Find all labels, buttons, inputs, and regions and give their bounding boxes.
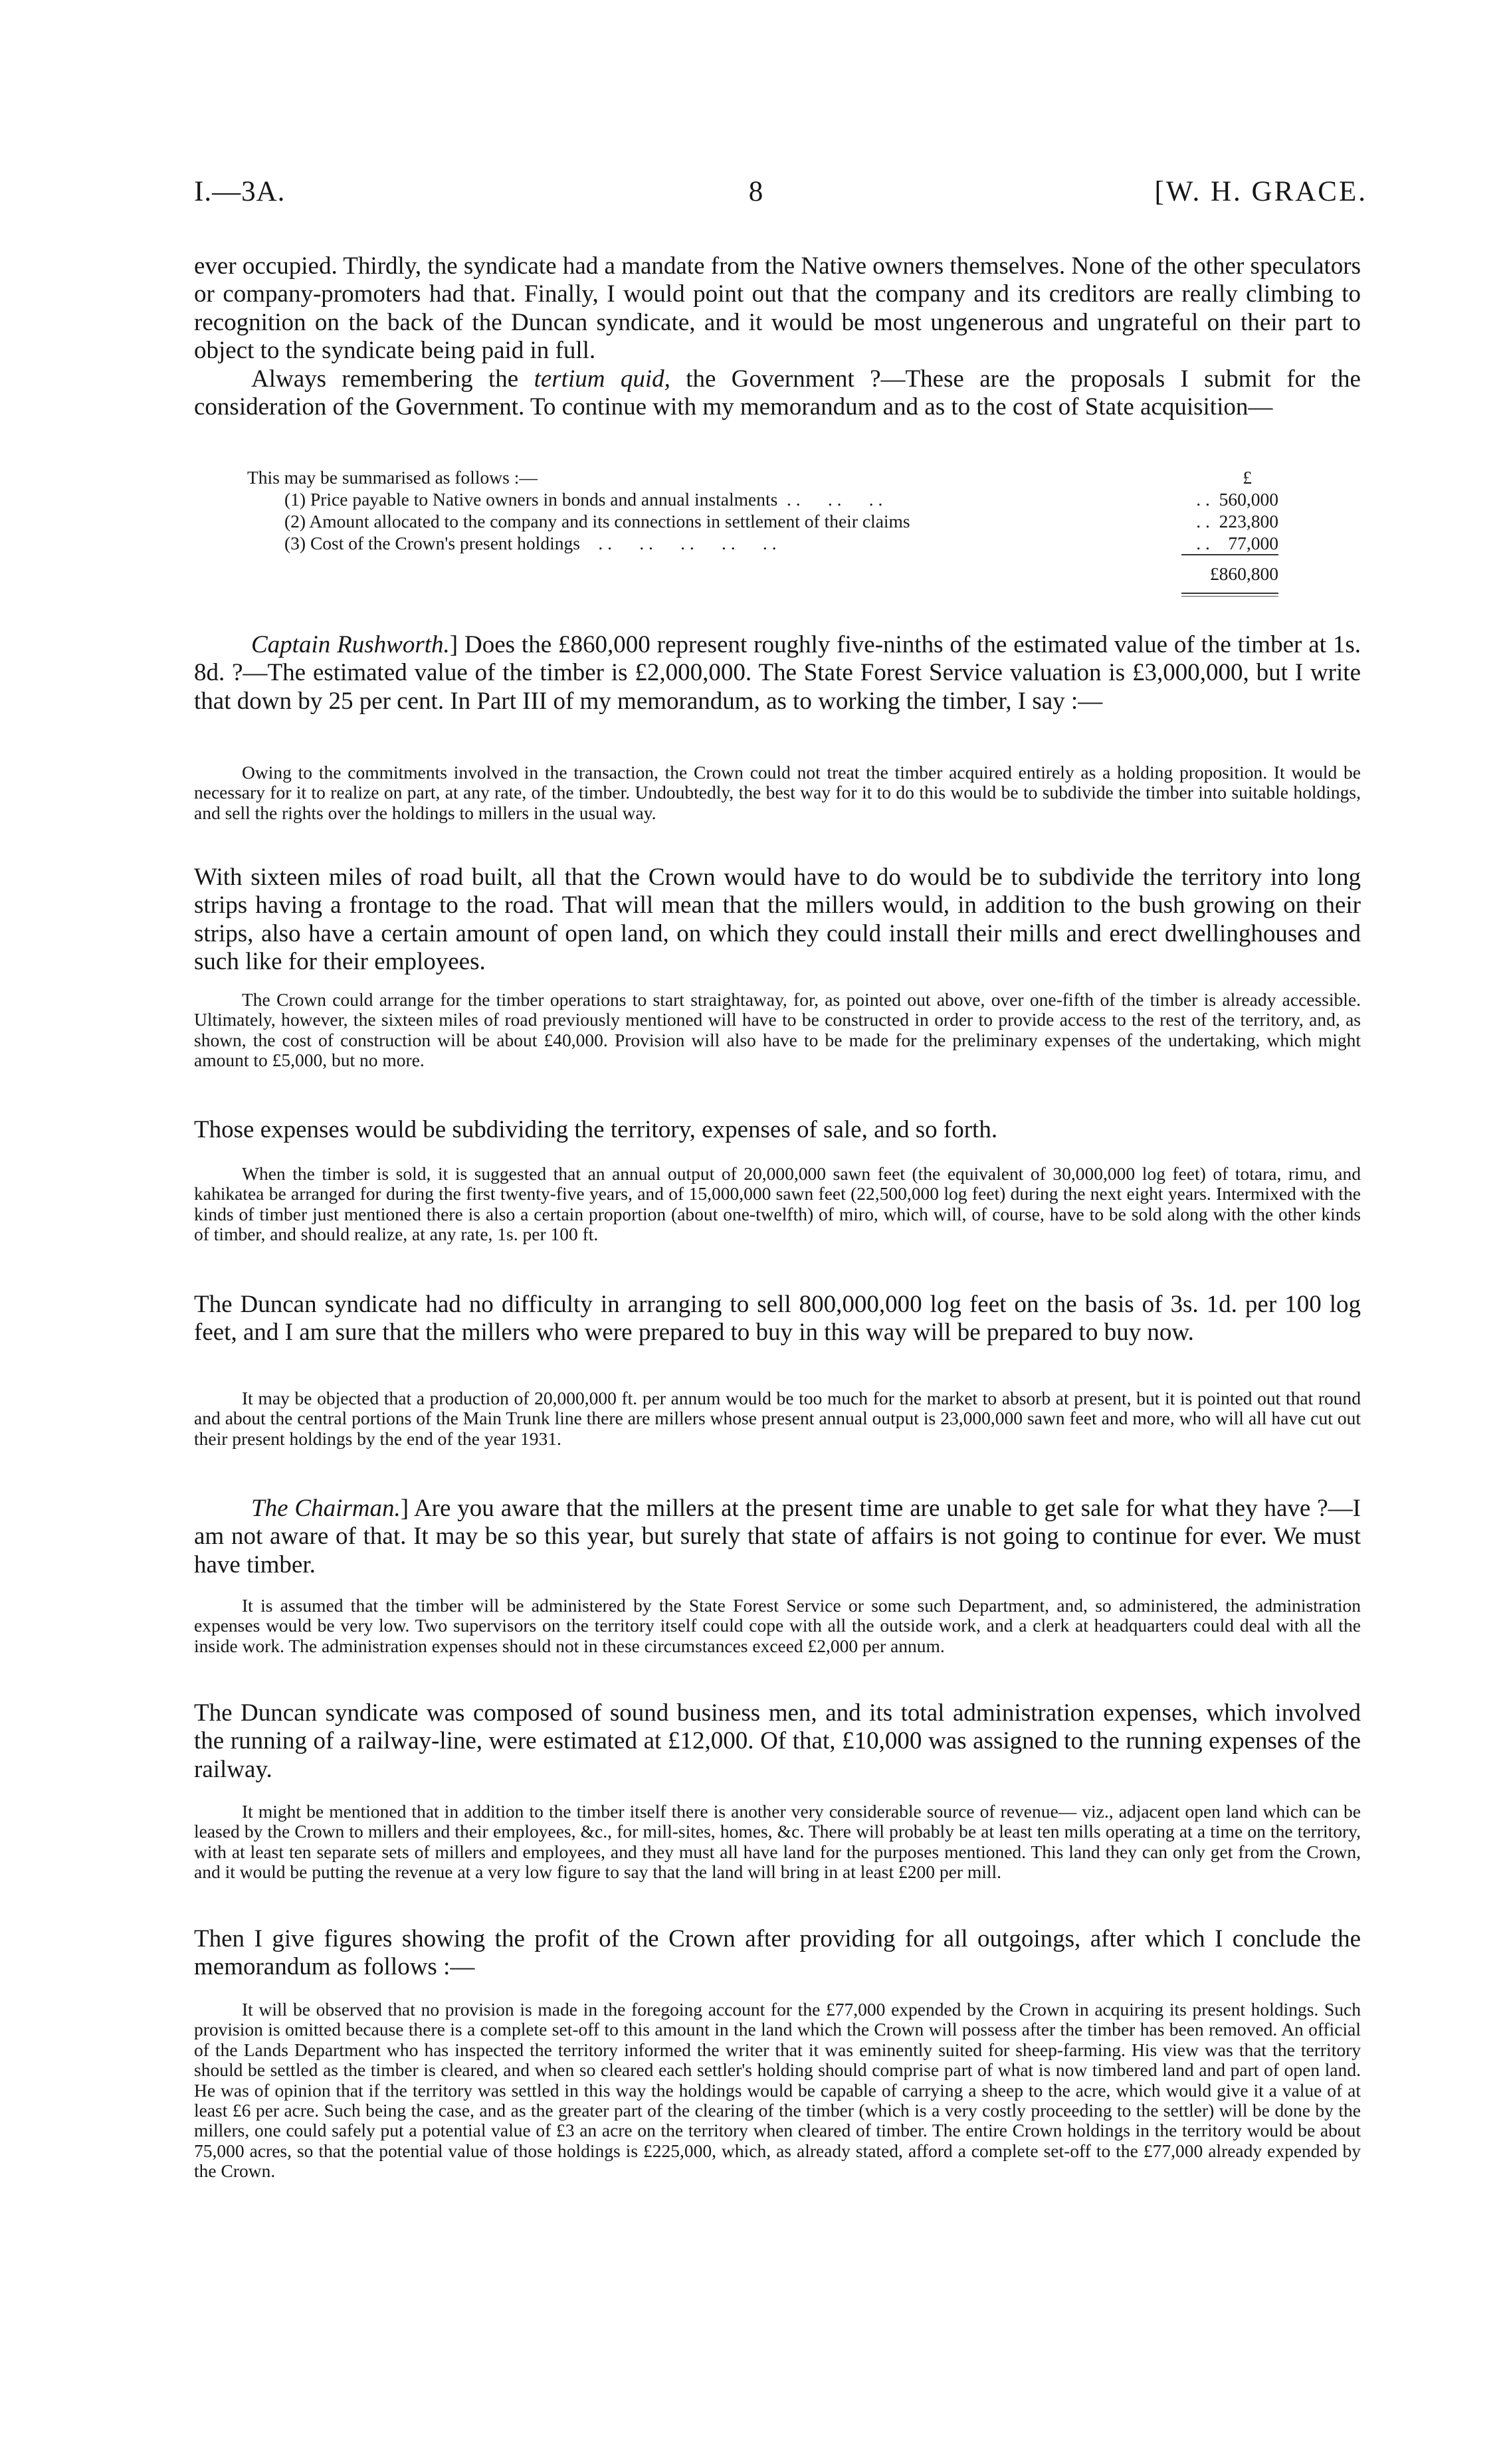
summary-intro-row bbox=[247, 466, 1278, 488]
summary-item bbox=[247, 532, 1278, 554]
summary-total: £860,800 bbox=[1209, 563, 1278, 584]
summary-item bbox=[247, 488, 1278, 510]
quote-crown-arrange: The Crown could arrange for the timber operations to start straightaway, for, as pointed out above, over one-fifth of the timber is already accessible. Ultimately, however, the sixteen miles of road previously mentioned will have to be constructed in order to provide access to the rest of the territory, and, as shown, the cost of construction will be about £40,000. Provision will also have to be made for the preliminary expenses of the undertaking, which might amount to £5,000, but no more. bbox=[194, 989, 1361, 1071]
summary-intro: This may be summarised as follows :— bbox=[247, 467, 538, 488]
text-run: Always remembering the bbox=[251, 365, 534, 393]
quote-production: It may be objected that a production of 20,000,000 ft. per annum would be too much for the market to absorb at present, but it is pointed out that round and about the central portions of the Main Trunk line there are millers whose present annual output is 23,000,000 sawn feet and more, who will all have cut out their present holdings by the end of the year 1931. bbox=[194, 1388, 1361, 1449]
paragraph-rushworth bbox=[194, 631, 1361, 715]
paragraph-duncan-composed: The Duncan syndicate was composed of sound business men, and its total administration expenses, which involved the running of a railway-line, were estimated at £12,000. Of that, £10,000 was assigned to the running expenses of the railway. bbox=[194, 1699, 1361, 1783]
summary-item-amount: . . 77,000 bbox=[1196, 533, 1278, 553]
paragraph-ever-occupied: ever occupied. Thirdly, the syndicate had a mandate from the Native owners themselves. None of the other speculators or company-promoters had that. Finally, I would point out that the company and its creditors are really climbing to recognition on the back of the Duncan syndicate, and it would be most ungenerous and ungrateful on their part to object to the syndicate being paid in full. bbox=[194, 252, 1361, 365]
paragraph-tertium-quid bbox=[194, 365, 1361, 422]
speaker-name: The Chairman. bbox=[251, 1495, 401, 1522]
summary-item-label: (2) Amount allocated to the company and its connections in settlement of their claims bbox=[284, 511, 910, 531]
paragraph-duncan-sell: The Duncan syndicate had no difficulty in arranging to sell 800,000,000 log feet on the basis of 3s. 1d. per 100 log feet, and I am sure that the millers who were prepared to buy in this way will be prepared to buy now. bbox=[194, 1291, 1361, 1347]
page-number: 8 bbox=[748, 176, 764, 207]
double-rule bbox=[1181, 593, 1278, 597]
total-rule bbox=[1181, 554, 1278, 555]
page-reference: I.—3A. bbox=[194, 176, 286, 207]
summary-item-amount: . . 223,800 bbox=[1196, 511, 1278, 531]
paragraph-chairman bbox=[194, 1495, 1361, 1579]
paragraph-profit: Then I give figures showing the profit of the Crown after providing for all outgoings, after which I conclude the memorandum as follows :— bbox=[194, 1925, 1361, 1981]
paragraph-expenses: Those expenses would be subdividing the territory, expenses of sale, and so forth. bbox=[194, 1116, 998, 1143]
summary-item bbox=[247, 510, 1278, 532]
text-run: ] Are you aware that the millers at the present time are unable to get sale for what they have ?—I am not aware of that. It may be so this year, but surely that state of affairs is not going to continue for ever. We must have timber. bbox=[194, 1495, 1361, 1578]
quote-revenue: It might be mentioned that in addition to the timber itself there is another very considerable source of revenue— viz., adjacent open land which can be leased by the Crown to millers and their employees, &c., for mill-sites, homes, &c. There will probably be at least ten mills operating at a time on the territory, with at least ten separate sets of millers and employees, and they must all have land for the purposes mentioned. This land they can only get from the Crown, and it would be putting the revenue at a very low figure to say that the land will bring in at least £200 per mill. bbox=[194, 1801, 1361, 1883]
speaker-name: Captain Rushworth. bbox=[251, 631, 450, 658]
summary-item-label: (1) Price payable to Native owners in bonds and annual instalments . . . . . . bbox=[284, 489, 883, 510]
cost-summary bbox=[247, 466, 1278, 554]
quote-administered: It is assumed that the timber will be administered by the State Forest Service or some such Department, and, so administered, the administration expenses would be very low. Two supervisors on the territory itself could cope with all the outside work, and a clerk at headquarters could deal with all the inside work. The administration expenses should not in these circumstances exceed £2,000 per annum. bbox=[194, 1595, 1361, 1656]
quote-commitments: Owing to the commitments involved in the transaction, the Crown could not treat the timber acquired entirely as a holding proposition. It would be necessary for it to realize on part, at any rate, of the timber. Undoubtedly, the best way for it to do this would be to subdivide the timber into suitable holdings, and sell the rights over the holdings to millers in the usual way. bbox=[194, 762, 1361, 823]
currency-symbol: £ bbox=[1243, 467, 1252, 488]
summary-item-amount: . . 560,000 bbox=[1196, 489, 1278, 510]
quote-provision: It will be observed that no provision is made in the foregoing account for the £77,000 expended by the Crown in acquiring its present holdings. Such provision is omitted because there is a complete set-off to this amount in the land which the Crown will possess after the timber has been removed. An official of the Lands Department who has inspected the territory informed the writer that it was eminently suited for sheep-farming. His view was that the territory should be settled as the timber is cleared, and when so cleared each settler's holding should comprise part of what is now timbered land and part of open land. He was of opinion that if the territory was settled in this way the holdings would be capable of carrying a sheep to the acre, which would give it a value of at least £6 per acre. Such being the case, and as the greater part of the clearing of the timber (which is a very costly proceeding to the settler) will be done by the millers, one could safely put a potential value of £3 an acre on the territory when cleared of timber. The entire Crown holdings in the territory would be about 75,000 acres, so that the potential value of those holdings is £225,000, which, as already stated, afford a complete set-off to the £77,000 already expended by the Crown. bbox=[194, 1999, 1361, 2182]
quote-timber-sold: When the timber is sold, it is suggested that an annual output of 20,000,000 sawn feet (the equivalent of 30,000,000 log feet) of totara, rimu, and kahikatea be arranged for during the first twenty-five years, and of 15,000,000 sawn feet (22,500,000 log feet) during the next eight years. Intermixed with the kinds of timber just mentioned there is also a certain proportion (about one-twelfth) of miro, which will, of course, have to be sold along with the other kinds of timber, and should realize, at any rate, 1s. per 100 ft. bbox=[194, 1163, 1361, 1245]
text-run: ] Does the £860,000 represent roughly five-ninths of the estimated value of the timber at 1s. 8d. ?—The estimated value of the timber is £2,000,000. The State Forest Service valuation is £3,000,000, but I write that down by 25 per cent. In Part III of my memorandum, as to working the timber, I say :— bbox=[194, 631, 1361, 715]
summary-item-label: (3) Cost of the Crown's present holdings . . . . . . . . . . bbox=[284, 533, 777, 553]
italic-phrase: tertium quid, bbox=[534, 365, 670, 393]
paragraph-sixteen-miles: With sixteen miles of road built, all that the Crown would have to do would be to subdivide the territory into long strips having a frontage to the road. That will mean that the millers would, in addition to the bush growing on their strips, also have a certain amount of open land, on which they could install their mills and erect dwellinghouses and such like for their employees. bbox=[194, 864, 1361, 976]
text-run: the Government ?—These are the proposals I submit for the consideration of the Government. To continue with my memorandum and as to the cost of State acquisition— bbox=[194, 365, 1361, 421]
witness-name: [W. H. GRACE. bbox=[1154, 176, 1367, 207]
